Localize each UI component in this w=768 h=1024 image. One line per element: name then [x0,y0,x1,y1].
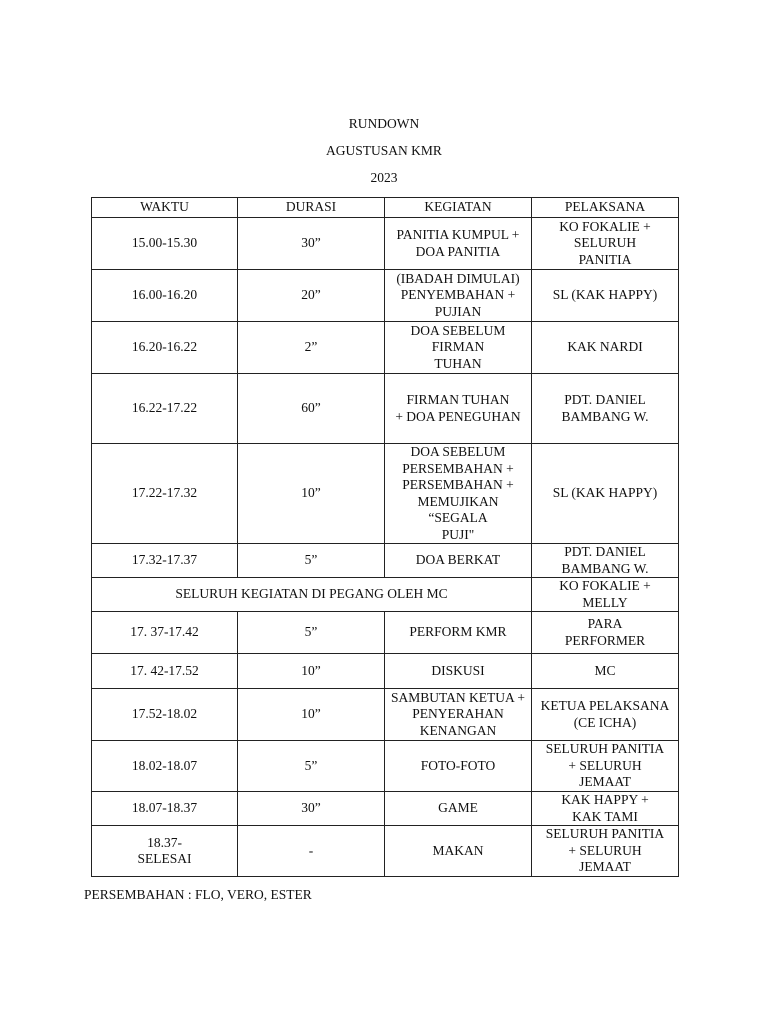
kegiatan-cell-text: FIRMAN TUHAN [406,392,510,407]
pelaksana-cell [532,689,679,741]
waktu-cell [92,322,238,374]
durasi-cell-text: 10” [301,662,321,678]
pelaksana-cell-text: BAMBANG W. [561,560,649,576]
kegiatan-cell-text: DOA BERKAT [415,552,501,568]
kegiatan-cell [385,612,532,654]
waktu-cell [92,270,238,322]
durasi-cell-text: 5” [304,757,318,773]
durasi-cell [238,444,385,544]
pelaksana-cell-text: KETUA PELAKSANA [540,698,670,713]
pelaksana-cell-text: JEMAAT [579,859,631,875]
document-title: RUNDOWN [348,116,420,131]
kegiatan-cell [385,218,532,270]
kegiatan-cell-text: PUJIAN [434,303,482,319]
pelaksana-cell-text: (CE ICHA) [573,714,637,730]
table-row [92,374,679,444]
kegiatan-cell-text: DOA SEBELUM [410,322,506,338]
kegiatan-cell [385,826,532,877]
pelaksana-cell-text: JEMAAT [579,774,631,790]
pelaksana-cell-text: + SELURUH [568,757,642,773]
waktu-cell-text: 16.20-16.22 [131,339,198,355]
pelaksana-cell [532,270,679,322]
rundown-table-body [92,198,679,877]
waktu-cell-text: 17.22-17.32 [131,485,198,501]
pelaksana-cell [532,444,679,544]
waktu-cell-text: 18.07-18.37 [131,800,198,816]
offering-note: PERSEMBAHAN : FLO, VERO, ESTER [84,887,312,902]
document-year: 2023 [370,170,398,185]
kegiatan-cell-text: SAMBUTAN KETUA + [390,689,526,705]
durasi-cell [238,689,385,741]
kegiatan-cell-text: PERSEMBAHAN + [402,460,514,476]
pelaksana-cell-text: PDT. DANIEL [564,544,646,559]
pelaksana-cell-text: KAK TAMI [572,808,638,824]
pelaksana-cell [532,218,679,270]
pelaksana-cell [532,578,679,612]
table-row [92,612,679,654]
header-kegiatan: KEGIATAN [385,198,532,218]
kegiatan-cell-text: DOA PANITIA [415,243,501,259]
durasi-cell [238,654,385,689]
merged-note-cell-text: SELURUH KEGIATAN DI PEGANG OLEH MC [175,586,448,602]
kegiatan-cell [385,654,532,689]
kegiatan-cell-text: DISKUSI [431,662,485,678]
pelaksana-cell-text: SELURUH PANITIA [545,826,665,842]
table-row [92,741,679,792]
waktu-cell [92,544,238,578]
waktu-cell-text: 18.37- [147,834,182,850]
kegiatan-cell-text: TUHAN [434,355,482,371]
kegiatan-cell-text: (IBADAH DIMULAI) [396,270,520,286]
pelaksana-cell-text: SL (KAK HAPPY) [552,485,658,501]
kegiatan-cell-text: KENANGAN [419,722,497,738]
kegiatan-cell-text: PENYEMBAHAN + [400,287,516,303]
pelaksana-cell-text: KO FOKALIE + [559,578,651,593]
table-row [92,654,679,689]
pelaksana-cell [532,741,679,792]
durasi-cell-text: 10” [301,706,321,722]
header-durasi: DURASI [238,198,385,218]
waktu-cell-text: 16.22-17.22 [131,400,198,416]
durasi-cell [238,218,385,270]
durasi-cell-text: 2” [304,339,318,355]
pelaksana-cell-text: PARA [587,616,623,631]
table-row [92,826,679,877]
pelaksana-cell-text: SELURUH [573,235,637,251]
durasi-cell [238,374,385,444]
durasi-cell [238,612,385,654]
document-subtitle: AGUSTUSAN KMR [326,143,442,158]
waktu-cell [92,689,238,741]
table-row [92,792,679,826]
kegiatan-cell [385,374,532,444]
kegiatan-cell-text: GAME [438,800,478,816]
merged-note-cell [92,578,532,612]
header-waktu: WAKTU [92,198,238,218]
waktu-cell [92,741,238,792]
pelaksana-cell-text: MELLY [582,594,628,610]
kegiatan-cell [385,444,532,544]
pelaksana-cell-text: KAK NARDI [567,339,643,355]
kegiatan-cell [385,792,532,826]
durasi-cell [238,322,385,374]
durasi-cell [238,826,385,877]
pelaksana-cell [532,826,679,877]
pelaksana-cell-text: + SELURUH [568,842,642,858]
pelaksana-cell [532,544,679,578]
pelaksana-cell-text: PANITIA [578,251,632,267]
kegiatan-cell [385,322,532,374]
table-header-row [92,198,679,218]
durasi-cell-text: 10” [301,485,321,501]
durasi-cell-text: 30” [301,235,321,251]
pelaksana-cell-text: BAMBANG W. [561,408,649,424]
durasi-cell-text: 60” [301,400,321,416]
kegiatan-cell [385,270,532,322]
table-row [92,544,679,578]
pelaksana-cell-text: SL (KAK HAPPY) [552,287,658,303]
durasi-cell-text: 5” [304,552,318,568]
kegiatan-cell-text: PERSEMBAHAN + [402,477,514,492]
pelaksana-cell [532,612,679,654]
pelaksana-cell-text: KO FOKALIE + [559,218,651,234]
waktu-cell-text: SELESAI [137,851,192,866]
durasi-cell-text: 5” [304,624,318,640]
waktu-cell [92,826,238,877]
waktu-cell [92,218,238,270]
table-row [92,270,679,322]
pelaksana-cell [532,654,679,689]
waktu-cell [92,792,238,826]
kegiatan-cell-text: PERFORM KMR [409,624,507,640]
durasi-cell [238,792,385,826]
kegiatan-cell-text: PUJI" [441,526,475,542]
waktu-cell-text: 17.52-18.02 [131,706,198,722]
waktu-cell [92,654,238,689]
waktu-cell-text: 15.00-15.30 [131,235,198,251]
waktu-cell [92,374,238,444]
kegiatan-cell-text: PENYERAHAN [412,706,504,722]
pelaksana-cell-text: KAK HAPPY + [561,792,649,807]
durasi-cell [238,270,385,322]
waktu-cell-text: 16.00-16.20 [131,287,198,303]
durasi-cell-text: 20” [301,287,321,303]
durasi-cell-text: - [308,842,314,858]
pelaksana-cell-text: MC [594,662,616,678]
kegiatan-cell-text: MEMUJIKAN [417,493,499,509]
pelaksana-cell [532,792,679,826]
pelaksana-cell-text: SELURUH PANITIA [545,741,665,757]
table-row [92,218,679,270]
waktu-cell [92,612,238,654]
kegiatan-cell-text: FOTO-FOTO [420,757,496,773]
kegiatan-cell-text: PANITIA KUMPUL + [396,227,520,242]
table-row [92,689,679,741]
pelaksana-cell-text: PDT. DANIEL [564,392,646,407]
kegiatan-cell [385,741,532,792]
kegiatan-cell [385,689,532,741]
header-pelaksana: PELAKSANA [532,198,679,218]
durasi-cell [238,741,385,792]
kegiatan-cell-text: FIRMAN [431,339,485,355]
rundown-table [91,197,679,877]
waktu-cell-text: 17. 37-17.42 [130,624,199,640]
waktu-cell [92,444,238,544]
table-row [92,444,679,544]
pelaksana-cell [532,374,679,444]
kegiatan-cell-text: + DOA PENEGUHAN [395,408,521,424]
kegiatan-cell-text: “SEGALA [428,510,488,525]
kegiatan-cell-text: MAKAN [432,842,484,858]
waktu-cell-text: 18.02-18.07 [131,757,198,773]
table-row [92,322,679,374]
table-row [92,578,679,612]
pelaksana-cell-text: PERFORMER [564,632,646,648]
pelaksana-cell [532,322,679,374]
durasi-cell-text: 30” [301,800,321,816]
kegiatan-cell [385,544,532,578]
kegiatan-cell-text: DOA SEBELUM [410,444,506,459]
waktu-cell-text: 17.32-17.37 [131,552,198,568]
durasi-cell [238,544,385,578]
waktu-cell-text: 17. 42-17.52 [130,662,199,678]
